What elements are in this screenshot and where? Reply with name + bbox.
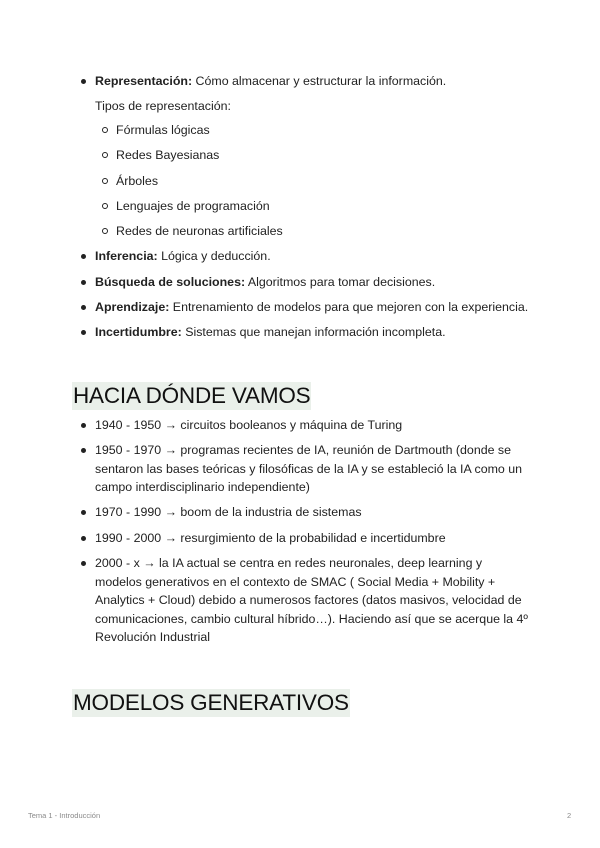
list-item: Árboles bbox=[95, 172, 532, 191]
page-number: 2 bbox=[567, 811, 572, 820]
topic-text: Sistemas que manejan información incompleta. bbox=[181, 325, 446, 340]
list-item: Lenguajes de programación bbox=[95, 197, 532, 216]
list-item bbox=[72, 323, 532, 342]
section-heading-hacia-donde-vamos: HACIA DÓNDE VAMOS bbox=[73, 382, 311, 408]
list-item: Redes de neuronas artificiales bbox=[95, 222, 532, 241]
footer-chapter-label: Tema 1 - Introducción bbox=[28, 811, 101, 820]
sub-intro: Tipos de representación: bbox=[95, 98, 231, 113]
topic-term: Incertidumbre: bbox=[95, 325, 182, 340]
list-item bbox=[72, 298, 532, 317]
list-item bbox=[72, 273, 532, 292]
list-item: Fórmulas lógicas bbox=[95, 121, 532, 140]
topic-term: Aprendizaje: bbox=[95, 300, 170, 315]
list-item: Redes Bayesianas bbox=[95, 146, 532, 165]
topics-list bbox=[72, 72, 532, 342]
topic-term: Búsqueda de soluciones: bbox=[95, 274, 246, 289]
list-item: 1990 - 2000 → resurgimiento de la probabilidad e incertidumbre bbox=[72, 529, 532, 548]
topic-term: Representación: bbox=[95, 74, 193, 88]
representation-types-list bbox=[95, 121, 532, 241]
list-item: 1940 - 1950 → circuitos booleanos y máquina de Turing bbox=[72, 416, 532, 435]
section-heading-wrapper bbox=[72, 382, 532, 410]
page-content bbox=[72, 72, 532, 717]
list-item bbox=[72, 72, 532, 241]
section-heading-modelos-generativos: MODELOS GENERATIVOS bbox=[73, 689, 349, 715]
list-item: 2000 - x → la IA actual se centra en redes neuronales, deep learning y modelos generativos en el contexto de SMAC ( Social Media + Mobility + Analytics + Cloud) debido a numerosos factores (datos masivos, velocidad de comunicaciones, cambio cultural híbrido…). Haciendo así que se acerque la 4º Revolución Industrial bbox=[72, 554, 532, 647]
list-item bbox=[72, 247, 532, 266]
topic-text: Cómo almacenar y estructurar la información. bbox=[192, 74, 447, 88]
topic-term: Inferencia: bbox=[95, 249, 158, 264]
topic-text: Lógica y deducción. bbox=[157, 249, 271, 264]
topic-text: Entrenamiento de modelos para que mejoren con la experiencia. bbox=[169, 300, 529, 315]
topic-text: Algoritmos para tomar decisiones. bbox=[245, 274, 436, 289]
list-item: 1970 - 1990 → boom de la industria de sistemas bbox=[72, 503, 532, 522]
timeline-list bbox=[72, 416, 532, 647]
list-item: 1950 - 1970 → programas recientes de IA, reunión de Dartmouth (donde se sentaron las bases teóricas y filosóficas de la IA y se estableció la IA como un campo interdisciplinario independiente) bbox=[72, 441, 532, 497]
section-heading-wrapper bbox=[72, 689, 532, 717]
